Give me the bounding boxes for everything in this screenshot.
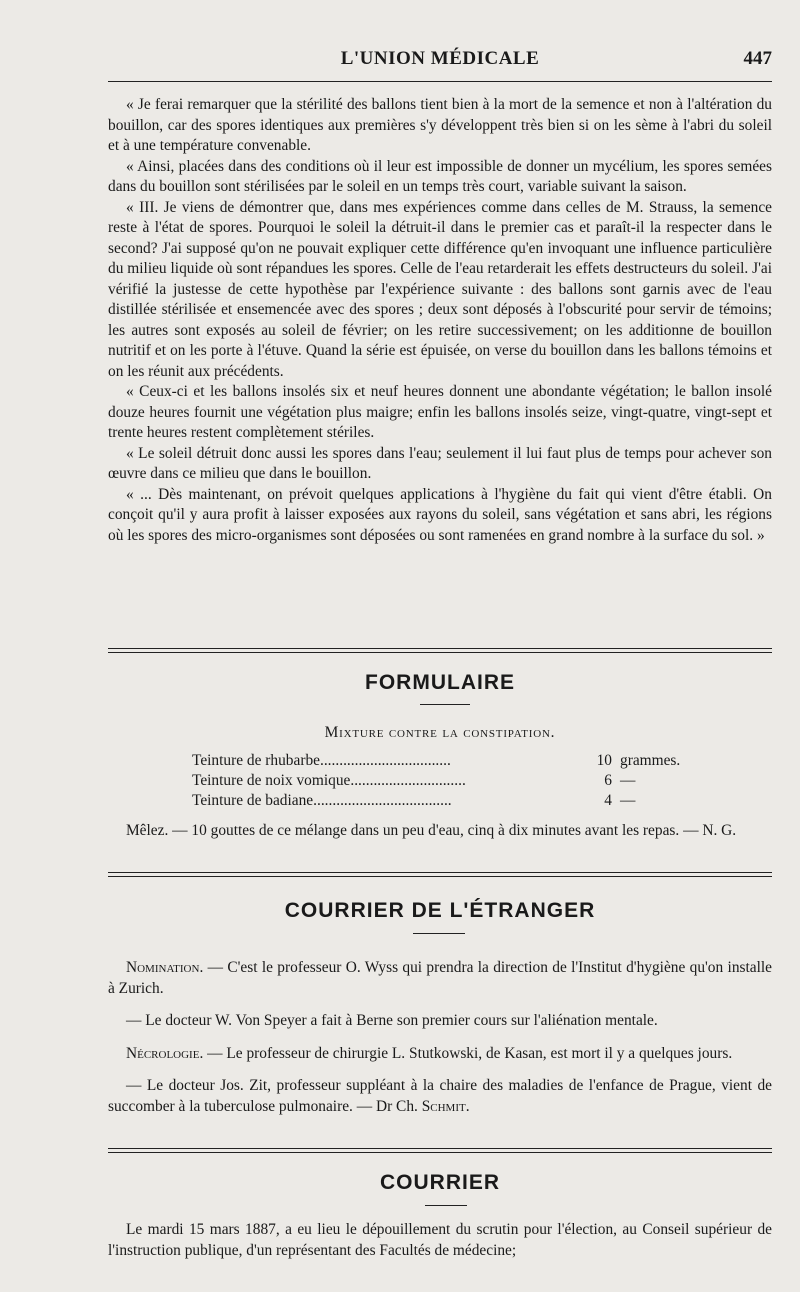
courrier-text-block (108, 1220, 772, 1261)
paragraph: « Je ferai remarquer que la stérilité des ballons tient bien à la mort de la semence et non à l'altération du bouillon, car des spores identiques aux premières s'y développent très bien si on les sème à l'abri du soleil et à une température convenable. (108, 96, 772, 154)
foreign-news (108, 958, 772, 1117)
paragraph: « Ainsi, placées dans des conditions où il leur est impossible de donner un mycélium, les spores semées dans du bouillon sont stérilisées par le soleil en un temps très court, variable suivant la saison. (108, 157, 772, 195)
leader-dots: .............................. (350, 772, 466, 789)
news-text: — Le docteur W. Von Speyer a fait à Berne son premier cours sur l'aliénation mentale. (126, 1012, 658, 1029)
ingredient-qty: 10 (596, 752, 612, 769)
section-divider (108, 872, 772, 877)
header-rule (108, 81, 772, 82)
paragraph: « Ceux-ci et les ballons insolés six et neuf heures donnent une abondante végétation; le ballon insolé douze heures fournit une végétation plus maigre; enfin les ballons insolés seize, vingt-quatre, vingt-sept et trente heures restent complètement stériles. (108, 383, 772, 441)
title-underline (413, 933, 465, 934)
ingredient-qty: 4 (604, 792, 612, 809)
news-item (108, 1076, 772, 1117)
courrier-title: COURRIER (379, 1171, 500, 1194)
section-divider (108, 1148, 772, 1153)
news-text: — C'est le professeur O. Wyss qui prendra la direction de l'Institut d'hygiène qu'on installe à Zurich. (108, 959, 772, 997)
recipe-ingredients (192, 751, 692, 811)
news-item (108, 958, 772, 999)
ingredient-row (192, 791, 692, 811)
paragraph: « Le soleil détruit donc aussi les spores dans l'eau; seulement il lui faut plus de temps pour achever son œuvre dans ce milieu que dans le bouillon. (108, 444, 772, 482)
ingredient-name: Teinture de badiane (192, 792, 314, 809)
recipe-instructions-block (108, 821, 772, 842)
title-underline (425, 1205, 467, 1206)
news-item (108, 1011, 772, 1032)
ingredient-unit: — (620, 772, 636, 789)
ingredient-name: Teinture de rhubarbe (192, 752, 320, 769)
formulaire-title: FORMULAIRE (365, 671, 515, 694)
courrier-etranger-title: COURRIER DE L'ÉTRANGER (284, 899, 596, 922)
ingredient-name: Teinture de noix vomique (192, 772, 351, 789)
leader-dots: .................................. (319, 752, 451, 769)
news-lead: Nécrologie. (126, 1044, 204, 1062)
ingredient-row (192, 771, 692, 791)
section-divider (108, 648, 772, 653)
recipe-instructions: Mêlez. — 10 gouttes de ce mélange dans un peu d'eau, cinq à dix minutes avant les repas. — N. G. (126, 822, 737, 839)
article-continuation (108, 95, 772, 546)
news-item (108, 1044, 772, 1065)
page-number: 447 (743, 48, 772, 69)
paragraph: « ... Dès maintenant, on prévoit quelques applications à l'hygiène du fait qui vient d'être établi. On conçoit qu'il y aura profit à laisser exposées aux rayons du soleil, sans végétation et sans abri, les régions où les spores des micro-organismes sont déposées ou sont ramenées en grand nombre à la surface du sol. » (108, 485, 772, 544)
ingredient-unit: — (620, 792, 636, 809)
news-text: — Le professeur de chirurgie L. Stutkowski, de Kasan, est mort il y a quelques jours. (203, 1044, 733, 1062)
page-header (108, 48, 772, 78)
ingredient-unit: grammes. (620, 752, 681, 769)
title-underline (420, 704, 470, 705)
journal-title: L'UNION MÉDICALE (340, 48, 540, 69)
ingredient-qty: 6 (604, 772, 612, 789)
paragraph: « III. Je viens de démontrer que, dans mes expériences comme dans celles de M. Strauss, la semence reste à l'état de spores. Pourquoi le soleil la détruit-il dans le premier cas et paraît-il la respecter dans le second? J'ai supposé qu'on ne pouvait expliquer cette différence qu'en invoquant une influence particulière du milieu liquide où sont répandues les spores. Celle de l'eau retarderait les effets destructeurs du soleil. J'ai vérifié la justesse de cette hypothèse par l'expérience suivante : des ballons sont garnis avec de l'eau distillée stérilisée et ensemencée avec des spores ; deux sont déposés à l'obscurité pour servir de témoins; les autres sont exposés au soleil de février; on les retire successivement; on les additionne de bouillon nutritif et on les porte à l'étuve. Quand la série est épuisée, on verse du bouillon dans les ballons témoins et on les réunit aux précédents. (108, 198, 772, 380)
news-signature: Schmit. (421, 1097, 470, 1115)
recipe-title: Mixture contre la constipation. (324, 724, 556, 741)
news-lead: Nomination. (126, 959, 204, 976)
ingredient-row (192, 751, 692, 771)
leader-dots: .................................... (313, 792, 452, 809)
news-text: — Le docteur Jos. Zit, professeur suppléant à la chaire des maladies de l'enfance de Prague, vient de succomber à la tuberculose pulmonaire. — Dr Ch. (108, 1077, 772, 1115)
courrier-text: Le mardi 15 mars 1887, a eu lieu le dépouillement du scrutin pour l'élection, au Conseil supérieur de l'instruction publique, d'un représentant des Facultés de médecine; (108, 1221, 772, 1259)
